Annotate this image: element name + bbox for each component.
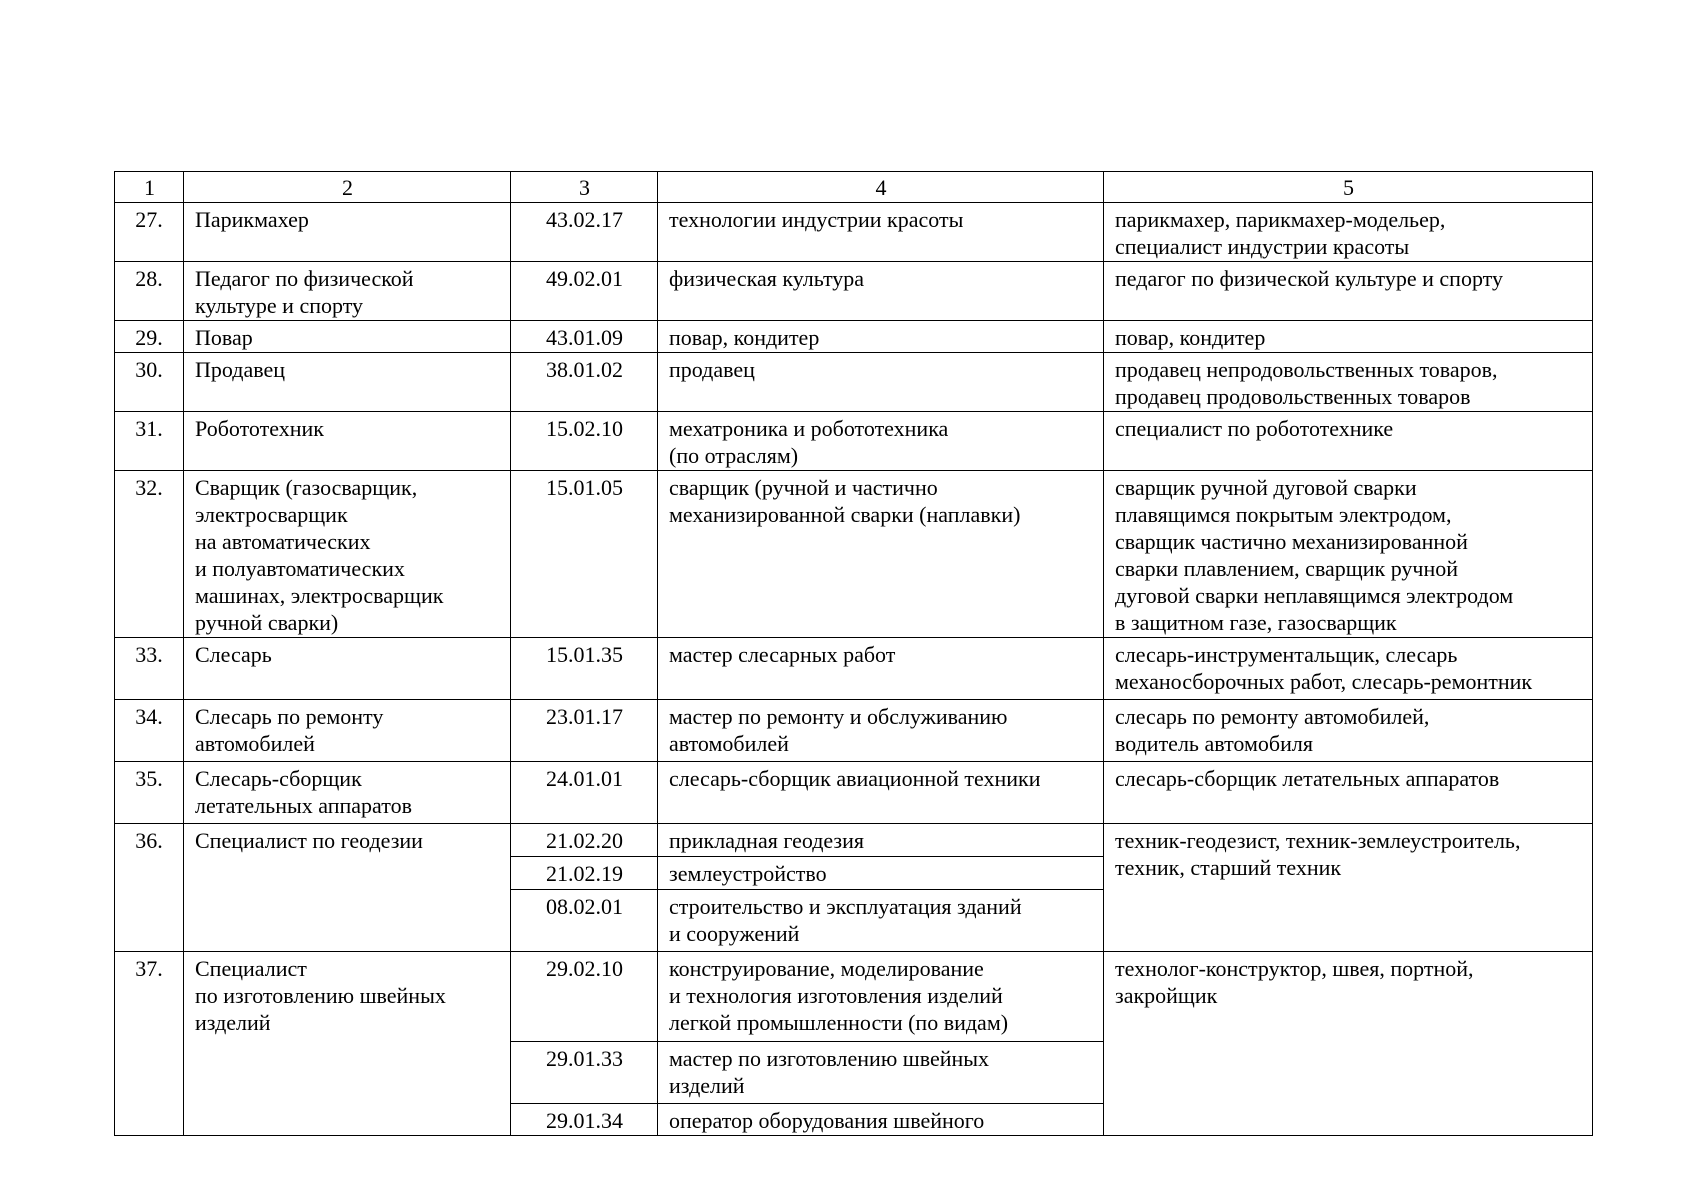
table-row <box>115 321 1593 353</box>
table-row <box>115 203 1593 262</box>
table-row <box>115 638 1593 700</box>
program-name: конструирование, моделирование и технология изготовления изделий легкой промышленности (по видам) <box>658 952 1104 1042</box>
profession-name: Робототехник <box>184 412 511 471</box>
program-name: строительство и эксплуатация зданий и сооружений <box>658 890 1104 952</box>
program-name: землеустройство <box>658 857 1104 890</box>
qualification: слесарь по ремонту автомобилей, водитель автомобиля <box>1104 700 1593 762</box>
program-name: оператор оборудования швейного <box>658 1104 1104 1136</box>
profession-name: Сварщик (газосварщик, электросварщик на автоматических и полуавтоматических машинах, электросварщик ручной сварки) <box>184 471 511 638</box>
program-code: 15.02.10 <box>511 412 658 471</box>
program-name: мастер по ремонту и обслуживанию автомобилей <box>658 700 1104 762</box>
row-number: 30. <box>115 353 184 412</box>
program-code: 29.02.10 <box>511 952 658 1042</box>
row-number: 28. <box>115 262 184 321</box>
qualification: слесарь-инструментальщик, слесарь механосборочных работ, слесарь-ремонтник <box>1104 638 1593 700</box>
program-code: 38.01.02 <box>511 353 658 412</box>
row-number: 35. <box>115 762 184 824</box>
table-row <box>115 700 1593 762</box>
program-code: 21.02.20 <box>511 824 658 857</box>
table-row <box>115 262 1593 321</box>
profession-name: Слесарь по ремонту автомобилей <box>184 700 511 762</box>
header-cell-1: 1 <box>115 172 184 203</box>
program-name: прикладная геодезия <box>658 824 1104 857</box>
row-number: 31. <box>115 412 184 471</box>
program-code: 24.01.01 <box>511 762 658 824</box>
program-name: слесарь-сборщик авиационной техники <box>658 762 1104 824</box>
row-number: 36. <box>115 824 184 952</box>
qualification: слесарь-сборщик летательных аппаратов <box>1104 762 1593 824</box>
program-code: 29.01.33 <box>511 1042 658 1104</box>
qualification: специалист по робототехнике <box>1104 412 1593 471</box>
profession-name: Специалист по изготовлению швейных изделий <box>184 952 511 1136</box>
profession-name: Повар <box>184 321 511 353</box>
program-code: 15.01.35 <box>511 638 658 700</box>
table-row <box>115 471 1593 638</box>
professions-table <box>114 171 1593 1136</box>
profession-name: Специалист по геодезии <box>184 824 511 952</box>
program-code: 08.02.01 <box>511 890 658 952</box>
table-row <box>115 762 1593 824</box>
program-name: повар, кондитер <box>658 321 1104 353</box>
program-code: 21.02.19 <box>511 857 658 890</box>
row-number: 32. <box>115 471 184 638</box>
table-row <box>115 952 1593 1042</box>
program-code: 15.01.05 <box>511 471 658 638</box>
row-number: 27. <box>115 203 184 262</box>
profession-name: Продавец <box>184 353 511 412</box>
profession-name: Слесарь-сборщик летательных аппаратов <box>184 762 511 824</box>
qualification: повар, кондитер <box>1104 321 1593 353</box>
program-code: 43.01.09 <box>511 321 658 353</box>
header-cell-3: 3 <box>511 172 658 203</box>
qualification: парикмахер, парикмахер-модельер, специалист индустрии красоты <box>1104 203 1593 262</box>
qualification: техник-геодезист, техник-землеустроитель, техник, старший техник <box>1104 824 1593 952</box>
qualification: сварщик ручной дуговой сварки плавящимся покрытым электродом, сварщик частично механизированной сварки плавлением, сварщик ручной дуговой сварки неплавящимся электродом в защитном газе, газосварщик <box>1104 471 1593 638</box>
program-code: 29.01.34 <box>511 1104 658 1136</box>
header-cell-2: 2 <box>184 172 511 203</box>
program-code: 43.02.17 <box>511 203 658 262</box>
table-row <box>115 353 1593 412</box>
table-row <box>115 412 1593 471</box>
qualification: технолог-конструктор, швея, портной, закройщик <box>1104 952 1593 1136</box>
table-header-row <box>115 172 1593 203</box>
profession-name: Парикмахер <box>184 203 511 262</box>
program-name: физическая культура <box>658 262 1104 321</box>
qualification: продавец непродовольственных товаров, продавец продовольственных товаров <box>1104 353 1593 412</box>
program-name: продавец <box>658 353 1104 412</box>
program-name: сварщик (ручной и частично механизированной сварки (наплавки) <box>658 471 1104 638</box>
header-cell-4: 4 <box>658 172 1104 203</box>
row-number: 29. <box>115 321 184 353</box>
qualification: педагог по физической культуре и спорту <box>1104 262 1593 321</box>
program-name: мастер слесарных работ <box>658 638 1104 700</box>
row-number: 37. <box>115 952 184 1136</box>
row-number: 33. <box>115 638 184 700</box>
program-code: 23.01.17 <box>511 700 658 762</box>
program-code: 49.02.01 <box>511 262 658 321</box>
program-name: технологии индустрии красоты <box>658 203 1104 262</box>
profession-name: Педагог по физической культуре и спорту <box>184 262 511 321</box>
program-name: мастер по изготовлению швейных изделий <box>658 1042 1104 1104</box>
header-cell-5: 5 <box>1104 172 1593 203</box>
table-row <box>115 824 1593 857</box>
profession-name: Слесарь <box>184 638 511 700</box>
program-name: мехатроника и робототехника (по отраслям) <box>658 412 1104 471</box>
row-number: 34. <box>115 700 184 762</box>
